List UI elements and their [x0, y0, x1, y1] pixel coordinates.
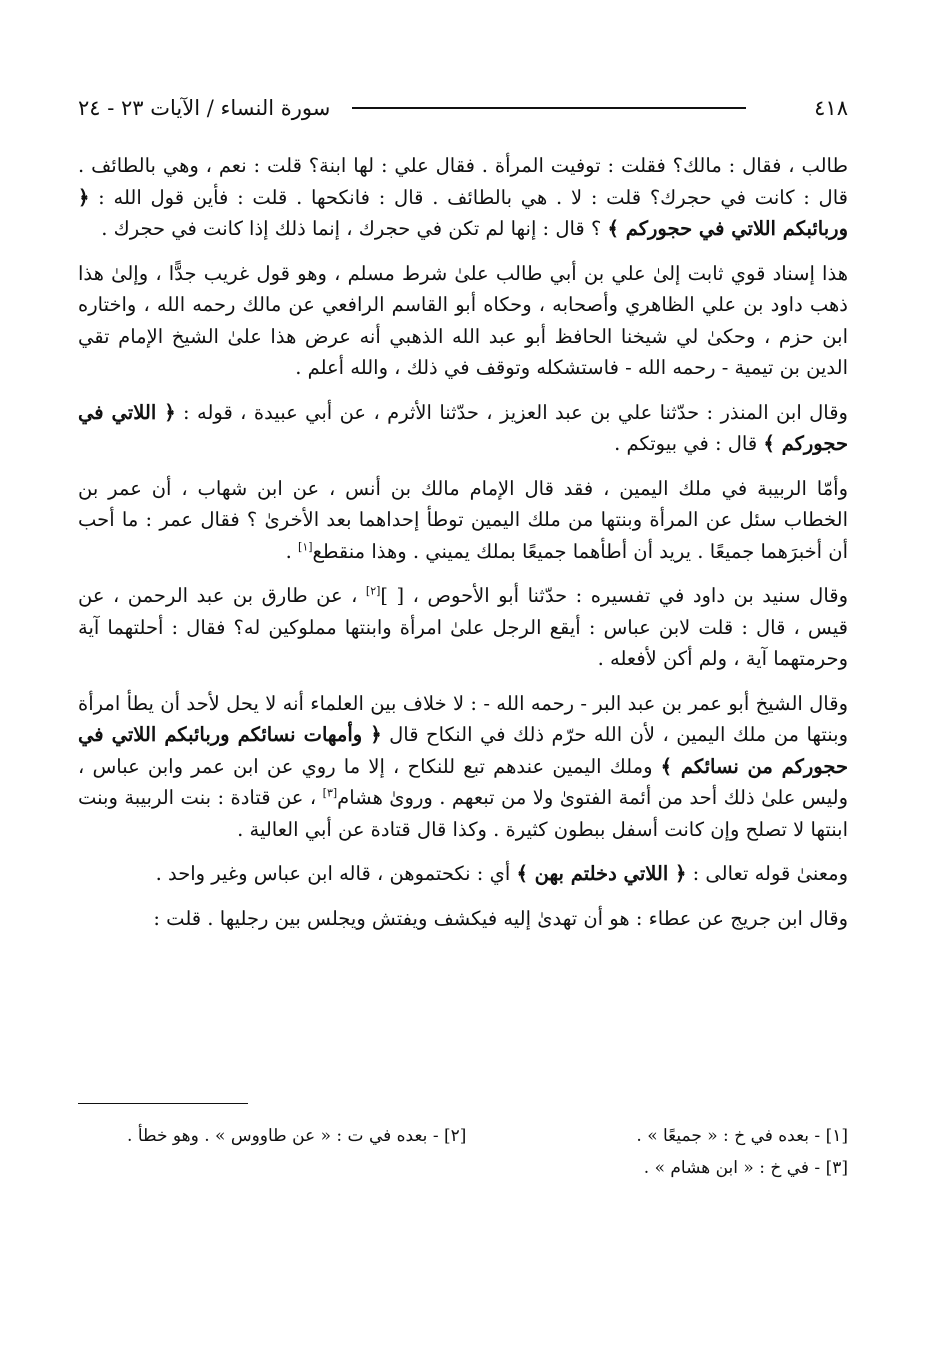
paragraph — [78, 858, 848, 890]
quran-quote: ﴿ اللاتي في حجوركم ﴾ — [78, 400, 848, 455]
text-run: ، عن طارق بن عبد الرحمن ، عن قيس ، قال : قلت لابن عباس : أيقع الرجل علىٰ امرأة وابنتها مملوكين له؟ فقال : أحلتهما آية وحرمتهما آية ، ولم أكن لأفعله . — [78, 584, 848, 670]
page-number: ٤١٨ — [814, 96, 848, 120]
footnote-1: [١] - بعده في خ : « جميعًا » . — [636, 1126, 848, 1146]
text-run: وقال الشيخ أبو عمر بن عبد البر - رحمه الله - : لا خلاف بين العلماء أنه لا يحل لأحد أن يطأ امرأة وبنتها من ملك اليمين ، لأن الله حرّم ذلك في النكاح قال — [78, 691, 848, 746]
paragraph — [78, 397, 848, 460]
header-rule — [352, 107, 746, 109]
text-run: طالب ، فقال : مالك؟ فقلت : توفيت المرأة . فقال علي : لها ابنة؟ قلت : نعم ، وهي بالطائف . قال : كانت في حجرك؟ قلت : لا . هي بالطائف . قال : فانكحها . قلت : فأين قول الله : — [78, 154, 848, 209]
text-run: وملك اليمين عندهم تبع للنكاح ، إلا ما روي عن ابن عمر وابن عباس ، وليس علىٰ ذلك أحد من أئمة الفتوىٰ ولا من تبعهم . وروىٰ هشام — [78, 754, 848, 809]
text-run: ؟ قال : إنها لم تكن في حجرك ، إنما ذلك إذا كانت في حجرك . — [101, 217, 608, 240]
text-run: وقال سنيد بن داود في تفسيره : حدّثنا أبو الأحوص ، [ ] — [380, 584, 848, 607]
footnote-ref: [٢] — [365, 584, 381, 598]
footnote-separator — [78, 1103, 248, 1104]
paragraph — [78, 580, 848, 675]
text-run: . — [285, 539, 299, 563]
main-text — [78, 150, 848, 934]
paragraph — [78, 473, 848, 568]
footnotes — [78, 1120, 848, 1184]
text-run: قال : في بيوتكم . — [614, 432, 764, 455]
paragraph — [78, 688, 848, 846]
surah-title: سورة النساء / الآيات ٢٣ - ٢٤ — [78, 96, 331, 120]
text-run: أي : نكحتموهن ، قاله ابن عباس وغير واحد . — [155, 862, 517, 885]
page — [78, 88, 848, 947]
paragraph — [78, 258, 848, 384]
footnote-2: [٢] - بعده في ت : « عن طاووس » . وهو خطأ . — [127, 1126, 467, 1146]
text-run: وقال ابن جريج عن عطاء : هو أن تهدىٰ إليه فيكشف ويفتش ويجلس بين رجليها . قلت : — [153, 906, 848, 930]
footnote-ref: [٣] — [322, 786, 338, 800]
text-run: هذا إسناد قوي ثابت إلىٰ علي بن أبي طالب علىٰ شرط مسلم ، وهو قول غريب جدًّا ، وإلىٰ هذا ذهب داود بن علي الظاهري وأصحابه ، وحكاه أبو القاسم الرافعي عن مالك رحمه الله ، واختاره ابن حزم ، وحكىٰ لي شيخنا الحافظ أبو عبد الله الذهبي أنه عرض هذا علىٰ الشيخ الإمام تقي الدين بن تيمية - رحمه الله - فاستشكله وتوقف في ذلك ، والله أعلم . — [78, 261, 848, 379]
text-run: وقال ابن المنذر : حدّثنا علي بن عبد العزيز ، حدّثنا الأثرم ، عن أبي عبيدة ، قوله : — [175, 400, 848, 424]
quran-quote: ﴿ وربائبكم اللاتي في حجوركم ﴾ — [78, 185, 848, 240]
footnote-3: [٣] - في خ : « ابن هشام » . — [643, 1158, 848, 1178]
text-run: ، عن قتادة : بنت الربيبة وبنت ابنتها لا تصلح وإن كانت أسفل ببطون كثيرة . وكذا قال قتادة عن أبي العالية . — [78, 786, 848, 841]
text-run: وأمّا الربيبة في ملك اليمين ، فقد قال الإمام مالك بن أنس ، عن ابن شهاب ، أن عمر بن الخطاب سئل عن المرأة وبنتها من ملك اليمين توطأ إحداهما بعد الأخرىٰ ؟ فقال عمر : ما أحب أن أخبرَهما جميعًا . يريد أن أطأهما جميعًا بملك يميني . وهذا منقطع — [78, 476, 848, 563]
running-header — [78, 88, 848, 128]
text-run: ومعنىٰ قوله تعالى : — [686, 862, 848, 885]
quran-quote: ﴿ وأمهات نسائكم وربائبكم اللاتي في حجوركم من نسائكم ﴾ — [78, 723, 849, 778]
paragraph — [78, 150, 848, 245]
paragraph — [78, 903, 848, 935]
footnote-ref: [١] — [298, 540, 313, 553]
quran-quote: ﴿ اللاتي دخلتم بهن ﴾ — [516, 862, 687, 885]
